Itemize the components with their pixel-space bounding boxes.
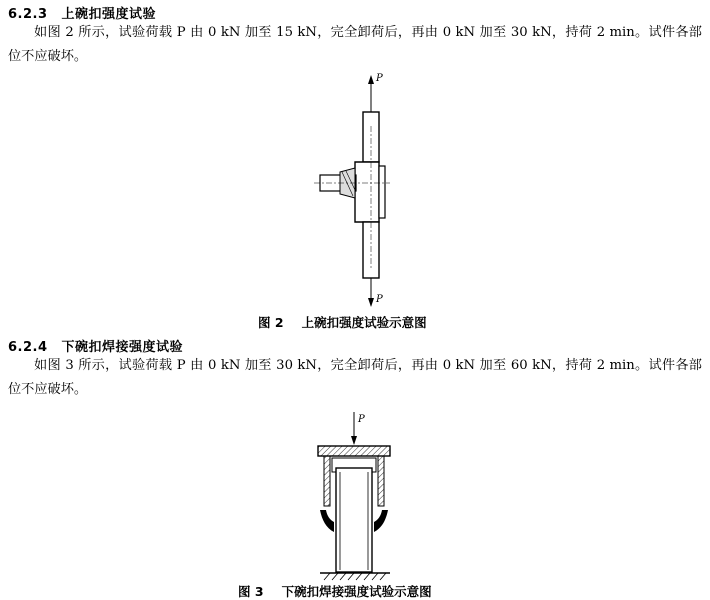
section-title: 上碗扣强度试验 xyxy=(61,7,157,22)
section-paragraph-624: 如图 3 所示，试验荷载 P 由 0 kN 加至 30 kN，完全卸荷后，再由 0 kN 加至 60 kN，持荷 2 min。试件各部位不应破坏。 xyxy=(8,358,702,397)
coupling-body xyxy=(355,162,379,222)
load-label-bottom: P xyxy=(376,294,383,305)
lower-bowl-right xyxy=(374,510,388,532)
figure-caption-text: 上碗扣强度试验示意图 xyxy=(301,315,427,330)
section-number: 6.2.4 xyxy=(8,340,48,355)
figure-number: 图 2 xyxy=(258,315,284,330)
arrow-head-bottom xyxy=(368,298,374,307)
load-label: P xyxy=(358,414,365,425)
vertical-tube xyxy=(336,468,372,572)
figure-2-caption xyxy=(258,313,427,331)
figure-3-caption xyxy=(238,582,432,600)
section-paragraph-623: 如图 2 所示，试验荷载 P 由 0 kN 加至 15 kN，完全卸荷后，再由 0 kN 加至 30 kN，持荷 2 min。试件各部位不应破坏。 xyxy=(8,25,702,64)
figure-2-diagram xyxy=(300,70,410,310)
section-heading-623 xyxy=(8,3,156,22)
coupling-plate xyxy=(379,166,385,218)
arrow-head-top xyxy=(368,75,374,84)
section-title: 下碗扣焊接强度试验 xyxy=(61,340,184,355)
top-plate xyxy=(318,446,390,456)
arrow-head xyxy=(351,436,357,445)
section-number: 6.2.3 xyxy=(8,7,48,22)
figure-3-diagram xyxy=(310,410,400,582)
section-heading-624 xyxy=(8,336,183,355)
load-label-top: P xyxy=(376,73,383,84)
figure-number: 图 3 xyxy=(238,584,264,599)
figure-caption-text: 下碗扣焊接强度试验示意图 xyxy=(281,584,432,599)
lower-bowl-left xyxy=(320,510,334,532)
